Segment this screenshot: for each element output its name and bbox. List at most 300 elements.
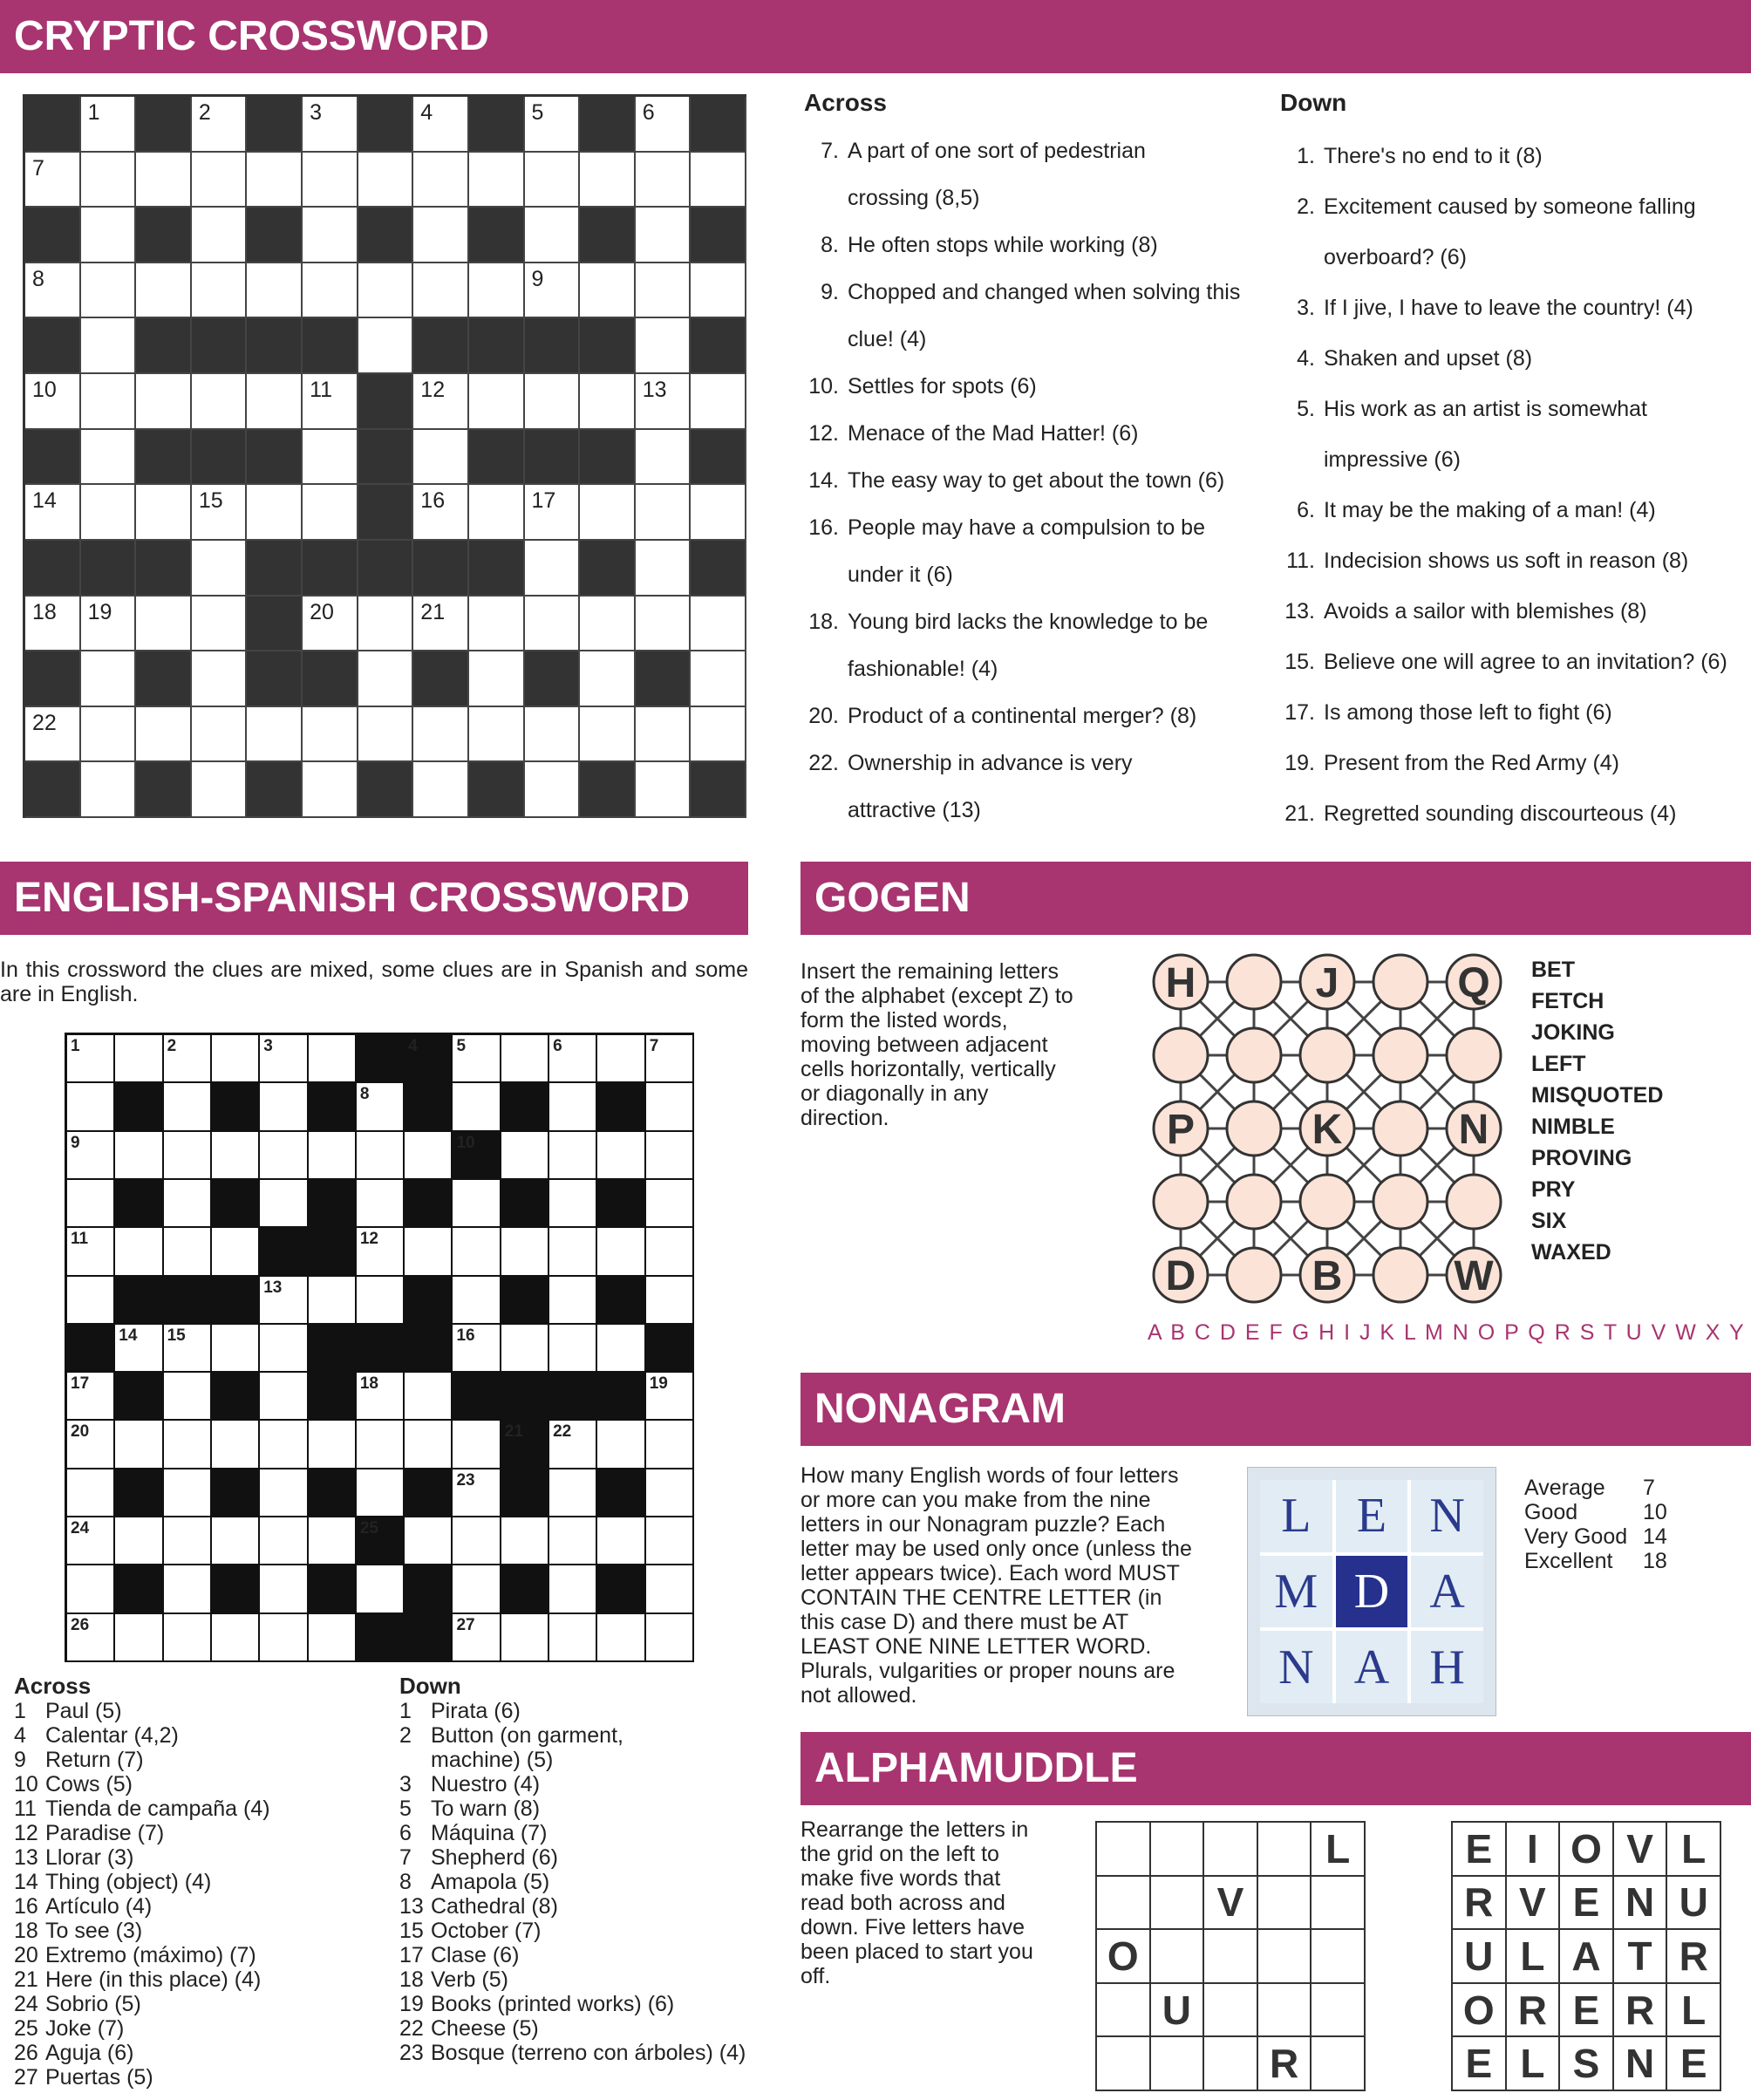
alphamuddle-cell[interactable] [1204,2037,1258,2091]
gogen-cell[interactable] [1154,1175,1208,1229]
alphamuddle-cell[interactable]: R [1258,2037,1312,2091]
grid-cell[interactable] [646,1132,694,1180]
grid-cell[interactable] [67,1132,115,1180]
grid-cell[interactable] [413,374,469,430]
grid-cell[interactable] [81,762,137,818]
gogen-cell[interactable] [1227,955,1281,1009]
grid-cell[interactable] [164,1228,212,1276]
grid-cell[interactable] [413,153,469,208]
grid-cell[interactable] [67,1277,115,1325]
grid-cell[interactable] [164,1517,212,1565]
alphamuddle-cell[interactable] [1258,1930,1312,1984]
grid-cell[interactable] [303,153,358,208]
grid-cell[interactable] [25,707,81,763]
gogen-cell[interactable] [1373,1248,1427,1302]
grid-cell[interactable] [247,263,303,319]
grid-cell[interactable] [358,597,414,652]
grid-cell[interactable] [453,1083,501,1131]
grid-cell[interactable] [67,1565,115,1613]
grid-cell[interactable] [357,1277,405,1325]
grid-cell[interactable] [405,1228,453,1276]
alphamuddle-solve-grid [1095,1821,1366,2091]
grid-cell[interactable] [405,1132,453,1180]
grid-cell[interactable] [525,541,581,597]
grid-cell[interactable] [646,1517,694,1565]
grid-cell[interactable] [549,1517,597,1565]
grid-cell[interactable] [247,485,303,541]
grid-cell[interactable] [636,208,692,263]
gogen-cell[interactable] [1227,1248,1281,1302]
alphamuddle-cell[interactable] [1151,1823,1205,1877]
grid-cell[interactable] [453,1517,501,1565]
grid-cell[interactable] [691,374,746,430]
gogen-cell[interactable] [1227,1101,1281,1156]
gogen-cell[interactable] [1447,1028,1501,1082]
grid-cell[interactable] [164,1373,212,1421]
clue-item-text: A part of one sort of pedestrian [848,139,1146,163]
grid-cell[interactable] [691,485,746,541]
grid-cell[interactable] [136,485,192,541]
alphamuddle-cell[interactable] [1312,1930,1366,1984]
grid-cell[interactable] [164,1469,212,1517]
grid-cell[interactable] [691,707,746,763]
grid-cell[interactable] [636,597,692,652]
grid-cell[interactable] [260,1132,308,1180]
grid-cell[interactable] [81,430,137,486]
grid-cell[interactable] [357,1469,405,1517]
grid-cell[interactable] [164,1180,212,1228]
gogen-cell[interactable] [1300,1175,1354,1229]
grid-cell[interactable] [212,1325,260,1373]
grid-cell[interactable] [212,1132,260,1180]
grid-cell[interactable] [691,263,746,319]
grid-cell[interactable] [67,1469,115,1517]
grid-cell[interactable] [260,1180,308,1228]
grid-cell[interactable] [646,1421,694,1469]
grid-cell[interactable] [580,651,636,707]
grid-cell[interactable] [247,707,303,763]
grid-cell[interactable] [453,1325,501,1373]
grid-cell[interactable] [646,1180,694,1228]
alphamuddle-cell[interactable] [1151,1930,1205,1984]
grid-cell[interactable] [303,263,358,319]
nonagram-banner [801,1373,1751,1446]
grid-cell[interactable] [212,1228,260,1276]
grid-cell[interactable] [357,1132,405,1180]
grid-cell[interactable] [81,485,137,541]
grid-cell[interactable] [115,1325,163,1373]
clue-item-text: Paul (5) [45,1699,122,1723]
black-square [136,651,192,707]
grid-cell[interactable] [413,762,469,818]
grid-cell[interactable] [501,1228,549,1276]
grid-cell[interactable] [691,651,746,707]
grid-cell[interactable] [646,1228,694,1276]
grid-cell[interactable] [691,597,746,652]
grid-cell[interactable] [81,97,137,153]
grid-cell[interactable] [501,1614,549,1662]
gogen-word: PROVING [1531,1146,1632,1170]
grid-cell[interactable] [358,651,414,707]
grid-cell[interactable] [580,485,636,541]
grid-cell[interactable] [636,707,692,763]
alphamuddle-cell[interactable] [1097,1877,1151,1931]
alphamuddle-cell[interactable] [1312,2037,1366,2091]
grid-cell[interactable] [453,1035,501,1083]
grid-cell[interactable] [501,1035,549,1083]
grid-cell[interactable] [81,597,137,652]
grid-cell[interactable] [453,1277,501,1325]
gogen-cell[interactable] [1373,1101,1427,1156]
grid-cell[interactable] [357,1180,405,1228]
grid-cell[interactable] [405,1517,453,1565]
grid-cell[interactable] [164,1421,212,1469]
grid-cell[interactable] [413,597,469,652]
alphamuddle-cell[interactable] [1258,1823,1312,1877]
grid-cell[interactable] [81,651,137,707]
clue-item-number: 18 [14,1919,38,1943]
grid-cell[interactable] [25,153,81,208]
grid-cell[interactable] [358,707,414,763]
clue-item [399,1943,766,1967]
grid-cell[interactable] [115,1228,163,1276]
grid-cell[interactable] [81,707,137,763]
grid-cell[interactable] [413,707,469,763]
grid-cell[interactable] [453,1421,501,1469]
grid-cell[interactable] [525,153,581,208]
grid-cell[interactable] [549,1277,597,1325]
grid-cell[interactable] [192,97,248,153]
grid-cell[interactable] [260,1565,308,1613]
grid-cell[interactable] [636,430,692,486]
clue-item-number: 19. [1284,751,1315,775]
grid-cell[interactable] [164,1083,212,1131]
grid-cell[interactable] [164,1035,212,1083]
grid-cell[interactable] [192,597,248,652]
grid-cell[interactable] [67,1614,115,1662]
clue-number: 17 [71,1374,90,1394]
clue-item-text: His work as an artist is somewhat [1324,397,1647,421]
grid-cell[interactable] [67,1421,115,1469]
black-square [260,1228,308,1276]
grid-cell[interactable] [115,1517,163,1565]
grid-cell[interactable] [247,153,303,208]
grid-cell[interactable] [67,1517,115,1565]
grid-cell[interactable] [549,1228,597,1276]
gogen-cell[interactable] [1373,1028,1427,1082]
grid-cell[interactable] [81,374,137,430]
clue-item [1280,434,1751,485]
grid-cell[interactable] [549,1325,597,1373]
grid-cell[interactable] [136,707,192,763]
grid-cell[interactable] [260,1373,308,1421]
grid-cell[interactable] [357,1565,405,1613]
clue-item-number: 11. [1286,549,1315,573]
gogen-cell[interactable] [1447,1175,1501,1229]
grid-cell[interactable] [303,485,358,541]
grid-cell[interactable] [67,1228,115,1276]
clue-item [804,269,1257,316]
grid-cell[interactable] [525,597,581,652]
alphamuddle-cell[interactable] [1204,1984,1258,2038]
grid-cell[interactable] [357,1373,405,1421]
grid-cell[interactable] [25,374,81,430]
grid-cell[interactable] [636,153,692,208]
grid-cell[interactable] [212,1517,260,1565]
grid-cell[interactable] [549,1421,597,1469]
gogen-letter: H [1165,960,1196,1006]
grid-cell[interactable] [67,1373,115,1421]
grid-cell[interactable] [81,318,137,374]
grid-cell[interactable] [646,1614,694,1662]
grid-cell[interactable] [525,485,581,541]
grid-cell[interactable] [192,541,248,597]
grid-cell[interactable] [303,97,358,153]
clue-item [399,1967,766,1992]
grid-cell[interactable] [309,1035,357,1083]
grid-cell[interactable] [597,1421,645,1469]
grid-cell[interactable] [597,1614,645,1662]
grid-cell[interactable] [469,263,525,319]
alphamuddle-cell[interactable] [1151,2037,1205,2091]
grid-cell[interactable] [192,263,248,319]
gogen-cell[interactable] [1373,955,1427,1009]
grid-cell[interactable] [636,97,692,153]
grid-cell[interactable] [413,97,469,153]
grid-cell[interactable] [549,1083,597,1131]
grid-cell[interactable] [413,263,469,319]
grid-cell[interactable] [260,1035,308,1083]
grid-cell[interactable] [580,153,636,208]
alphamuddle-cell[interactable]: V [1204,1877,1258,1931]
grid-cell[interactable] [405,1373,453,1421]
grid-cell[interactable] [358,263,414,319]
alphamuddle-cell[interactable] [1312,1984,1366,2038]
grid-cell[interactable] [164,1614,212,1662]
grid-cell[interactable] [115,1132,163,1180]
black-square [597,1083,645,1131]
alphamuddle-cell[interactable] [1097,2037,1151,2091]
alphamuddle-cell[interactable] [1204,1823,1258,1877]
grid-cell[interactable] [636,374,692,430]
alphamuddle-cell[interactable] [1258,1877,1312,1931]
grid-cell[interactable] [309,1517,357,1565]
grid-cell[interactable] [525,374,581,430]
grid-cell[interactable] [646,1469,694,1517]
grid-cell[interactable] [67,1083,115,1131]
grid-cell[interactable] [260,1517,308,1565]
grid-cell[interactable] [469,153,525,208]
grid-cell[interactable] [25,263,81,319]
grid-cell[interactable] [212,1614,260,1662]
grid-cell[interactable] [580,263,636,319]
grid-cell[interactable] [164,1565,212,1613]
grid-cell[interactable] [358,318,414,374]
grid-cell[interactable] [597,1035,645,1083]
grid-cell[interactable] [358,153,414,208]
clue-item-text: Young bird lacks the knowledge to be [848,610,1209,634]
grid-cell[interactable] [247,374,303,430]
grid-cell[interactable] [81,153,137,208]
grid-cell[interactable] [549,1565,597,1613]
clue-item [399,1845,766,1870]
grid-cell[interactable] [81,263,137,319]
grid-cell[interactable] [81,208,137,263]
alphamuddle-cell[interactable] [1097,1823,1151,1877]
grid-cell[interactable] [413,430,469,486]
grid-cell[interactable] [192,651,248,707]
alphamuddle-cell[interactable] [1258,1984,1312,2038]
grid-cell[interactable] [646,1373,694,1421]
black-square [501,1277,549,1325]
grid-cell[interactable] [192,374,248,430]
grid-cell[interactable] [597,1132,645,1180]
black-square [247,318,303,374]
grid-cell[interactable] [164,1132,212,1180]
grid-cell[interactable] [405,1421,453,1469]
grid-cell[interactable] [646,1083,694,1131]
grid-cell[interactable] [309,1277,357,1325]
alphamuddle-cell[interactable] [1151,1877,1205,1931]
grid-cell[interactable] [115,1614,163,1662]
grid-cell[interactable] [549,1469,597,1517]
clue-number: 24 [71,1519,90,1538]
grid-cell[interactable] [136,263,192,319]
grid-cell[interactable] [525,97,581,153]
grid-cell[interactable] [303,208,358,263]
grid-cell[interactable] [357,1083,405,1131]
grid-cell[interactable] [212,1421,260,1469]
grid-cell[interactable] [597,1325,645,1373]
grid-cell[interactable] [260,1421,308,1469]
grid-cell[interactable] [636,541,692,597]
grid-cell[interactable] [413,485,469,541]
grid-cell[interactable] [303,707,358,763]
grid-cell[interactable] [303,597,358,652]
grid-cell[interactable] [525,208,581,263]
grid-cell[interactable] [525,762,581,818]
grid-cell[interactable] [136,597,192,652]
grid-cell[interactable] [192,762,248,818]
alphamuddle-cell: R [1453,1877,1507,1931]
grid-cell[interactable] [67,1180,115,1228]
black-square [303,651,358,707]
gogen-cell[interactable] [1373,1175,1427,1229]
black-square [358,762,414,818]
grid-cell[interactable] [25,597,81,652]
grid-cell[interactable] [597,1228,645,1276]
grid-cell[interactable] [192,707,248,763]
clue-number: 22 [553,1422,572,1442]
grid-cell[interactable] [260,1614,308,1662]
clue-item [1280,485,1751,535]
gogen-cell[interactable] [1300,1028,1354,1082]
gogen-cell[interactable] [1154,1028,1208,1082]
grid-cell[interactable] [453,1614,501,1662]
grid-cell[interactable] [469,707,525,763]
grid-cell[interactable] [164,1325,212,1373]
grid-cell[interactable] [309,1132,357,1180]
grid-cell[interactable] [549,1180,597,1228]
gogen-cell[interactable] [1227,1028,1281,1082]
black-square [580,762,636,818]
grid-cell[interactable] [67,1035,115,1083]
grid-cell[interactable] [192,153,248,208]
grid-cell[interactable] [646,1035,694,1083]
grid-cell[interactable] [501,1517,549,1565]
grid-cell[interactable] [469,651,525,707]
alphamuddle-cell[interactable]: L [1312,1823,1366,1877]
grid-cell[interactable] [691,153,746,208]
grid-cell[interactable] [646,1277,694,1325]
grid-cell[interactable] [309,1614,357,1662]
grid-cell[interactable] [303,374,358,430]
alphamuddle-cell[interactable] [1312,1877,1366,1931]
grid-cell[interactable] [580,597,636,652]
grid-cell[interactable] [303,762,358,818]
grid-cell[interactable] [469,374,525,430]
black-square [309,1373,357,1421]
alphamuddle-cell[interactable] [1097,1984,1151,2038]
grid-cell[interactable] [636,762,692,818]
grid-cell[interactable] [260,1083,308,1131]
grid-cell[interactable] [469,485,525,541]
grid-cell[interactable] [260,1469,308,1517]
grid-cell[interactable] [636,485,692,541]
grid-cell[interactable] [453,1469,501,1517]
grid-cell[interactable] [453,1228,501,1276]
grid-cell[interactable] [192,208,248,263]
grid-cell[interactable] [453,1565,501,1613]
grid-cell[interactable] [115,1421,163,1469]
grid-cell[interactable] [525,707,581,763]
grid-cell[interactable] [136,374,192,430]
grid-cell[interactable] [136,153,192,208]
grid-cell[interactable] [192,485,248,541]
grid-cell[interactable] [525,263,581,319]
alphamuddle-cell[interactable] [1204,1930,1258,1984]
grid-cell[interactable] [453,1180,501,1228]
grid-cell[interactable] [357,1421,405,1469]
grid-cell[interactable] [646,1565,694,1613]
grid-cell[interactable] [303,430,358,486]
grid-cell[interactable] [580,374,636,430]
grid-cell[interactable] [115,1035,163,1083]
grid-cell[interactable] [212,1035,260,1083]
alphamuddle-cell[interactable]: U [1151,1984,1205,2038]
black-square [309,1083,357,1131]
grid-cell[interactable] [549,1035,597,1083]
grid-cell[interactable] [549,1614,597,1662]
grid-cell[interactable] [501,1132,549,1180]
grid-cell[interactable] [501,1325,549,1373]
alphamuddle-cell[interactable]: O [1097,1930,1151,1984]
grid-cell[interactable] [357,1228,405,1276]
clue-item-text: Amapola (5) [431,1870,550,1894]
grid-cell[interactable] [636,318,692,374]
grid-cell[interactable] [580,707,636,763]
grid-cell[interactable] [260,1277,308,1325]
grid-cell[interactable] [25,485,81,541]
grid-cell[interactable] [549,1132,597,1180]
grid-cell[interactable] [413,208,469,263]
grid-cell[interactable] [309,1421,357,1469]
gogen-cell[interactable] [1227,1175,1281,1229]
grid-cell[interactable] [260,1325,308,1373]
grid-cell[interactable] [469,597,525,652]
grid-cell[interactable] [597,1517,645,1565]
grid-cell[interactable] [636,263,692,319]
